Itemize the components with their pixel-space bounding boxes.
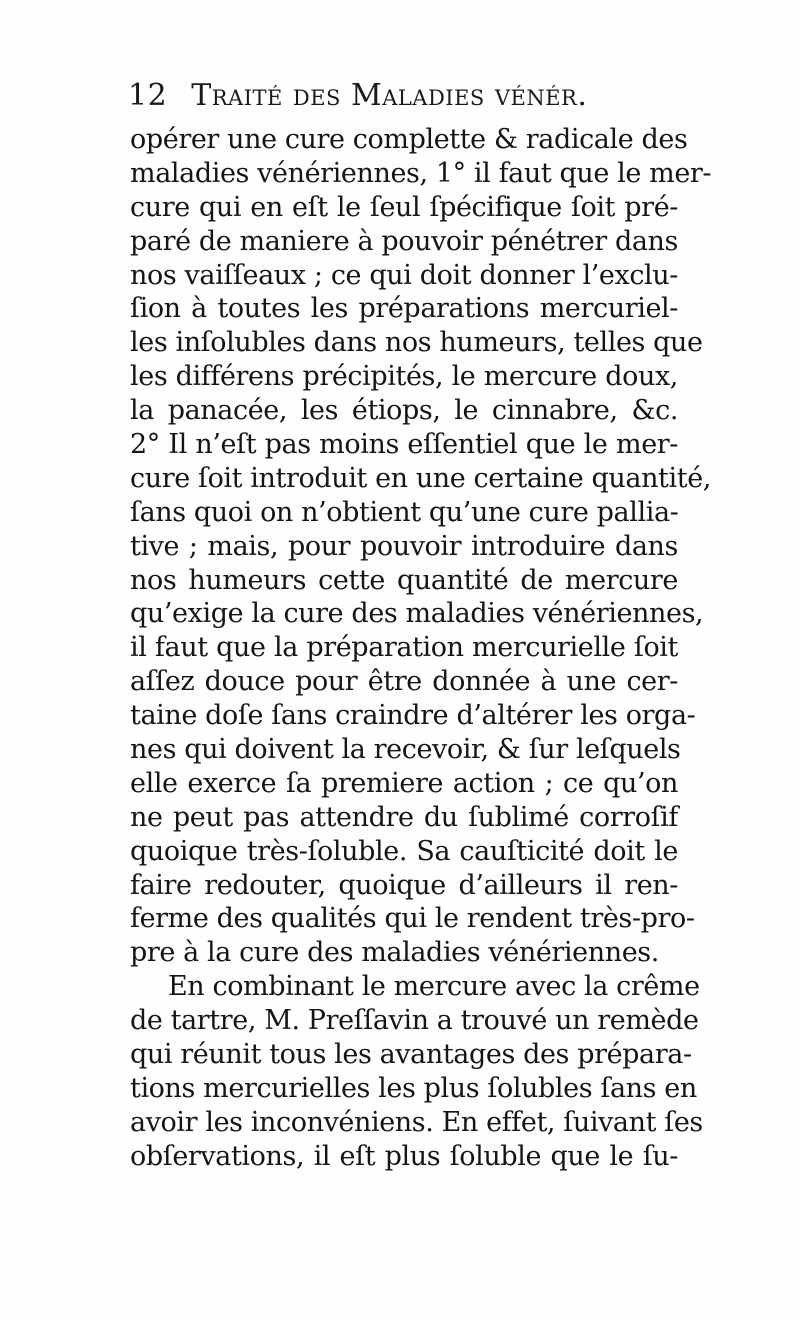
text-line: la panacée, les étiops, le cinnabre, &c. <box>130 395 678 427</box>
text-line: taine doſe ſans craindre d’altérer les orga- <box>130 700 696 732</box>
text-line: ferme des qualités qui le rendent très-pro- <box>130 903 695 935</box>
paragraph-start-line: En combinant le mercure avec la crême <box>168 971 700 1003</box>
text-line: opérer une cure complette & radicale des <box>130 124 688 155</box>
body-text <box>130 123 712 1174</box>
text-line: ne peut pas attendre du ſublimé corroſif <box>130 801 678 833</box>
text-line: ſans quoi on n’obtient qu’une cure pallia- <box>130 496 679 528</box>
text-line: 2° Il n’eſt pas moins eſſentiel que le mer- <box>130 429 678 461</box>
text-line: cure ſoit introduit en une certaine quantité, <box>130 462 711 494</box>
text-line: les inſolubles dans nos humeurs, telles que <box>130 327 703 359</box>
text-line: ſion à toutes les préparations mercuriel- <box>130 293 678 325</box>
text-line: il faut que la préparation mercurielle ſoit <box>130 632 678 664</box>
text-line: tive ; mais, pour pouvoir introduire dans <box>130 530 678 562</box>
text-line: cure qui en eſt le ſeul ſpécifique ſoit pré- <box>130 191 678 223</box>
page-number: 12 <box>128 78 168 113</box>
text-line: obſervations, il eſt plus ſoluble que le ſu- <box>130 1140 678 1172</box>
text-line: nos vaiſſeaux ; ce qui doit donner l’exclu- <box>130 259 678 291</box>
text-line: qui réunit tous les avantages des prépara- <box>130 1039 692 1071</box>
text-line: quoique très-ſoluble. Sa cauſticité doit le <box>130 835 678 867</box>
text-line: les différens précipités, le mercure doux, <box>130 361 678 393</box>
text-line: paré de maniere à pouvoir pénétrer dans <box>130 225 678 257</box>
text-line: maladies vénériennes, 1° il faut que le mer- <box>130 157 712 189</box>
running-title: Traité des Maladies vénér. <box>191 78 588 113</box>
text-line: aſſez douce pour être donnée à une cer- <box>130 666 678 698</box>
text-line: avoir les inconvéniens. En effet, ſuivant ſes <box>130 1106 703 1138</box>
text-line: faire redouter, quoique d’ailleurs il ren- <box>130 869 678 901</box>
text-line: de tartre, M. Preſſavin a trouvé un remède <box>130 1005 699 1037</box>
text-line: elle exerce ſa premiere action ; ce qu’on <box>130 767 678 799</box>
paragraph-end-line: pre à la cure des maladies vénériennes. <box>130 937 659 969</box>
text-line: nos humeurs cette quantité de mercure <box>130 564 678 596</box>
text-line: qu’exige la cure des maladies vénériennes, <box>130 598 704 630</box>
text-line: nes qui doivent la recevoir, & ſur leſquels <box>130 734 681 766</box>
text-line: tions mercurielles les plus ſolubles ſans en <box>130 1072 697 1104</box>
running-header <box>128 78 648 122</box>
